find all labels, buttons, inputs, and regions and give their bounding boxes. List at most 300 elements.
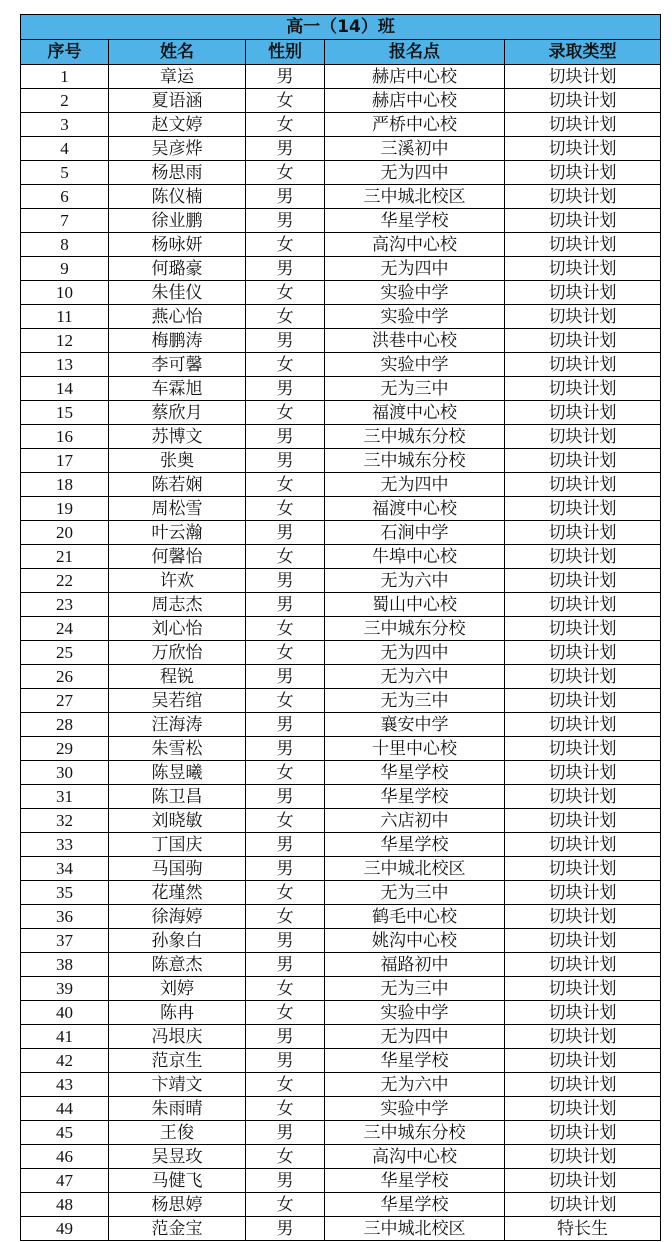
cell-admission-type: 切块计划: [505, 665, 661, 689]
cell-index: 15: [21, 401, 109, 425]
cell-gender: 女: [246, 761, 325, 785]
table-row: [21, 401, 661, 425]
table-row: [21, 809, 661, 833]
cell-index: 7: [21, 209, 109, 233]
cell-admission-type: 切块计划: [505, 593, 661, 617]
cell-admission-type: 切块计划: [505, 929, 661, 953]
cell-registration-site: 华星学校: [325, 1169, 505, 1193]
table-row: [21, 209, 661, 233]
cell-index: 40: [21, 1001, 109, 1025]
cell-registration-site: 华星学校: [325, 761, 505, 785]
cell-registration-site: 三中城北校区: [325, 857, 505, 881]
cell-gender: 女: [246, 977, 325, 1001]
cell-index: 19: [21, 497, 109, 521]
table-row: [21, 1121, 661, 1145]
cell-name: 何璐豪: [109, 257, 246, 281]
cell-name: 朱佳仪: [109, 281, 246, 305]
cell-registration-site: 华星学校: [325, 1049, 505, 1073]
cell-gender: 女: [246, 161, 325, 185]
cell-name: 周志杰: [109, 593, 246, 617]
cell-admission-type: 切块计划: [505, 833, 661, 857]
table-row: [21, 1145, 661, 1169]
cell-registration-site: 无为三中: [325, 977, 505, 1001]
table-row: [21, 593, 661, 617]
cell-registration-site: 石涧中学: [325, 521, 505, 545]
table-row: [21, 305, 661, 329]
cell-name: 陈意杰: [109, 953, 246, 977]
cell-gender: 女: [246, 1097, 325, 1121]
cell-admission-type: 切块计划: [505, 689, 661, 713]
cell-registration-site: 严桥中心校: [325, 113, 505, 137]
cell-admission-type: 切块计划: [505, 449, 661, 473]
cell-index: 3: [21, 113, 109, 137]
cell-registration-site: 三中城北校区: [325, 1217, 505, 1241]
cell-gender: 女: [246, 545, 325, 569]
table-row: [21, 1193, 661, 1217]
cell-admission-type: 切块计划: [505, 281, 661, 305]
cell-admission-type: 切块计划: [505, 137, 661, 161]
cell-index: 13: [21, 353, 109, 377]
cell-registration-site: 华星学校: [325, 1193, 505, 1217]
cell-gender: 女: [246, 281, 325, 305]
header-admission-type: 录取类型: [505, 40, 661, 65]
cell-index: 49: [21, 1217, 109, 1241]
cell-registration-site: 实验中学: [325, 1001, 505, 1025]
table-row: [21, 881, 661, 905]
table-row: [21, 1217, 661, 1241]
cell-gender: 女: [246, 1073, 325, 1097]
cell-index: 21: [21, 545, 109, 569]
cell-name: 何馨怡: [109, 545, 246, 569]
cell-admission-type: 切块计划: [505, 1121, 661, 1145]
cell-registration-site: 无为六中: [325, 665, 505, 689]
table-row: [21, 1169, 661, 1193]
cell-admission-type: 切块计划: [505, 545, 661, 569]
cell-admission-type: 切块计划: [505, 1169, 661, 1193]
cell-index: 2: [21, 89, 109, 113]
cell-admission-type: 切块计划: [505, 329, 661, 353]
cell-index: 26: [21, 665, 109, 689]
table-row: [21, 1049, 661, 1073]
cell-name: 卞靖文: [109, 1073, 246, 1097]
cell-name: 刘婷: [109, 977, 246, 1001]
cell-index: 22: [21, 569, 109, 593]
cell-index: 20: [21, 521, 109, 545]
cell-registration-site: 无为四中: [325, 473, 505, 497]
table-row: [21, 641, 661, 665]
cell-registration-site: 华星学校: [325, 209, 505, 233]
cell-index: 35: [21, 881, 109, 905]
cell-gender: 女: [246, 809, 325, 833]
cell-gender: 男: [246, 185, 325, 209]
cell-admission-type: 特长生: [505, 1217, 661, 1241]
cell-name: 陈仪楠: [109, 185, 246, 209]
cell-gender: 男: [246, 569, 325, 593]
cell-name: 朱雪松: [109, 737, 246, 761]
cell-admission-type: 切块计划: [505, 377, 661, 401]
cell-admission-type: 切块计划: [505, 737, 661, 761]
table-row: [21, 65, 661, 89]
header-index: 序号: [21, 40, 109, 65]
cell-name: 范京生: [109, 1049, 246, 1073]
cell-gender: 女: [246, 305, 325, 329]
cell-gender: 男: [246, 929, 325, 953]
cell-name: 燕心怡: [109, 305, 246, 329]
table-row: [21, 713, 661, 737]
cell-index: 38: [21, 953, 109, 977]
cell-index: 47: [21, 1169, 109, 1193]
cell-admission-type: 切块计划: [505, 641, 661, 665]
cell-index: 43: [21, 1073, 109, 1097]
cell-registration-site: 无为四中: [325, 641, 505, 665]
cell-admission-type: 切块计划: [505, 785, 661, 809]
cell-index: 42: [21, 1049, 109, 1073]
cell-index: 36: [21, 905, 109, 929]
cell-index: 44: [21, 1097, 109, 1121]
table-row: [21, 257, 661, 281]
cell-name: 徐业鹏: [109, 209, 246, 233]
cell-gender: 女: [246, 353, 325, 377]
cell-gender: 男: [246, 1049, 325, 1073]
cell-name: 杨思婷: [109, 1193, 246, 1217]
cell-admission-type: 切块计划: [505, 1049, 661, 1073]
cell-gender: 女: [246, 473, 325, 497]
cell-gender: 女: [246, 689, 325, 713]
cell-admission-type: 切块计划: [505, 809, 661, 833]
cell-index: 34: [21, 857, 109, 881]
cell-name: 汪海涛: [109, 713, 246, 737]
cell-admission-type: 切块计划: [505, 1193, 661, 1217]
cell-name: 程锐: [109, 665, 246, 689]
table-row: [21, 953, 661, 977]
cell-admission-type: 切块计划: [505, 209, 661, 233]
cell-admission-type: 切块计划: [505, 569, 661, 593]
cell-name: 蔡欣月: [109, 401, 246, 425]
cell-index: 27: [21, 689, 109, 713]
cell-index: 33: [21, 833, 109, 857]
cell-name: 冯垠庆: [109, 1025, 246, 1049]
cell-admission-type: 切块计划: [505, 353, 661, 377]
cell-admission-type: 切块计划: [505, 473, 661, 497]
cell-name: 杨咏妍: [109, 233, 246, 257]
cell-gender: 男: [246, 665, 325, 689]
cell-name: 陈冉: [109, 1001, 246, 1025]
cell-index: 48: [21, 1193, 109, 1217]
cell-registration-site: 华星学校: [325, 833, 505, 857]
table-row: [21, 425, 661, 449]
cell-index: 41: [21, 1025, 109, 1049]
cell-registration-site: 实验中学: [325, 1097, 505, 1121]
cell-admission-type: 切块计划: [505, 617, 661, 641]
header-row: [21, 40, 661, 65]
cell-registration-site: 三中城东分校: [325, 449, 505, 473]
cell-index: 9: [21, 257, 109, 281]
cell-admission-type: 切块计划: [505, 521, 661, 545]
table-row: [21, 1097, 661, 1121]
cell-index: 30: [21, 761, 109, 785]
table-row: [21, 161, 661, 185]
cell-index: 4: [21, 137, 109, 161]
table-row: [21, 497, 661, 521]
cell-name: 马国驹: [109, 857, 246, 881]
cell-name: 陈昱曦: [109, 761, 246, 785]
cell-name: 吴彦烨: [109, 137, 246, 161]
cell-gender: 男: [246, 953, 325, 977]
cell-index: 28: [21, 713, 109, 737]
cell-gender: 女: [246, 1193, 325, 1217]
cell-name: 杨思雨: [109, 161, 246, 185]
table-row: [21, 137, 661, 161]
cell-index: 24: [21, 617, 109, 641]
cell-gender: 女: [246, 497, 325, 521]
cell-registration-site: 福渡中心校: [325, 401, 505, 425]
cell-registration-site: 三中城北校区: [325, 185, 505, 209]
cell-registration-site: 华星学校: [325, 785, 505, 809]
cell-gender: 男: [246, 65, 325, 89]
cell-admission-type: 切块计划: [505, 185, 661, 209]
cell-index: 29: [21, 737, 109, 761]
cell-name: 吴若绾: [109, 689, 246, 713]
table-row: [21, 449, 661, 473]
cell-gender: 男: [246, 1025, 325, 1049]
cell-index: 16: [21, 425, 109, 449]
cell-registration-site: 无为四中: [325, 1025, 505, 1049]
cell-name: 刘晓敏: [109, 809, 246, 833]
cell-admission-type: 切块计划: [505, 425, 661, 449]
cell-name: 李可馨: [109, 353, 246, 377]
cell-gender: 女: [246, 401, 325, 425]
cell-gender: 女: [246, 641, 325, 665]
cell-registration-site: 鹤毛中心校: [325, 905, 505, 929]
table-row: [21, 281, 661, 305]
cell-registration-site: 三溪初中: [325, 137, 505, 161]
cell-gender: 男: [246, 521, 325, 545]
cell-admission-type: 切块计划: [505, 401, 661, 425]
table-row: [21, 689, 661, 713]
table-row: [21, 329, 661, 353]
cell-registration-site: 蜀山中心校: [325, 593, 505, 617]
cell-gender: 男: [246, 377, 325, 401]
cell-registration-site: 实验中学: [325, 305, 505, 329]
cell-name: 朱雨晴: [109, 1097, 246, 1121]
cell-name: 梅鹏涛: [109, 329, 246, 353]
cell-gender: 女: [246, 617, 325, 641]
cell-gender: 男: [246, 137, 325, 161]
cell-index: 8: [21, 233, 109, 257]
cell-admission-type: 切块计划: [505, 905, 661, 929]
cell-gender: 男: [246, 713, 325, 737]
cell-gender: 男: [246, 329, 325, 353]
table-row: [21, 977, 661, 1001]
cell-registration-site: 无为三中: [325, 689, 505, 713]
cell-gender: 男: [246, 1169, 325, 1193]
cell-registration-site: 实验中学: [325, 353, 505, 377]
table-row: [21, 1001, 661, 1025]
header-name: 姓名: [109, 40, 246, 65]
cell-admission-type: 切块计划: [505, 977, 661, 1001]
cell-gender: 男: [246, 425, 325, 449]
cell-index: 18: [21, 473, 109, 497]
cell-name: 陈若娴: [109, 473, 246, 497]
cell-registration-site: 十里中心校: [325, 737, 505, 761]
cell-name: 花瑾然: [109, 881, 246, 905]
class-title: 高一（14）班: [21, 15, 661, 40]
cell-index: 45: [21, 1121, 109, 1145]
table-row: [21, 569, 661, 593]
cell-registration-site: 无为三中: [325, 881, 505, 905]
cell-registration-site: 牛埠中心校: [325, 545, 505, 569]
cell-index: 39: [21, 977, 109, 1001]
cell-name: 万欣怡: [109, 641, 246, 665]
cell-index: 5: [21, 161, 109, 185]
cell-gender: 男: [246, 209, 325, 233]
cell-admission-type: 切块计划: [505, 1097, 661, 1121]
table-row: [21, 545, 661, 569]
table-body: [21, 65, 661, 1241]
cell-gender: 男: [246, 257, 325, 281]
cell-gender: 男: [246, 449, 325, 473]
cell-admission-type: 切块计划: [505, 953, 661, 977]
cell-name: 刘心怡: [109, 617, 246, 641]
cell-name: 范金宝: [109, 1217, 246, 1241]
header-gender: 性别: [246, 40, 325, 65]
table-row: [21, 233, 661, 257]
cell-registration-site: 实验中学: [325, 281, 505, 305]
cell-admission-type: 切块计划: [505, 305, 661, 329]
table-row: [21, 905, 661, 929]
cell-index: 31: [21, 785, 109, 809]
cell-gender: 男: [246, 737, 325, 761]
admission-table: [20, 14, 661, 1241]
cell-name: 徐海婷: [109, 905, 246, 929]
table-row: [21, 353, 661, 377]
cell-registration-site: 福渡中心校: [325, 497, 505, 521]
cell-index: 10: [21, 281, 109, 305]
table-row: [21, 617, 661, 641]
cell-admission-type: 切块计划: [505, 1001, 661, 1025]
cell-index: 23: [21, 593, 109, 617]
cell-name: 苏博文: [109, 425, 246, 449]
cell-registration-site: 三中城东分校: [325, 617, 505, 641]
cell-index: 32: [21, 809, 109, 833]
cell-registration-site: 赫店中心校: [325, 89, 505, 113]
cell-name: 孙象白: [109, 929, 246, 953]
table-row: [21, 737, 661, 761]
cell-admission-type: 切块计划: [505, 1025, 661, 1049]
table-row: [21, 521, 661, 545]
cell-name: 车霖旭: [109, 377, 246, 401]
table-row: [21, 929, 661, 953]
cell-admission-type: 切块计划: [505, 713, 661, 737]
cell-name: 章运: [109, 65, 246, 89]
cell-name: 赵文婷: [109, 113, 246, 137]
cell-registration-site: 六店初中: [325, 809, 505, 833]
table-row: [21, 377, 661, 401]
table-row: [21, 1073, 661, 1097]
cell-registration-site: 无为四中: [325, 161, 505, 185]
table-row: [21, 1025, 661, 1049]
cell-gender: 男: [246, 785, 325, 809]
cell-registration-site: 福路初中: [325, 953, 505, 977]
cell-gender: 女: [246, 1145, 325, 1169]
cell-name: 陈卫昌: [109, 785, 246, 809]
cell-gender: 女: [246, 113, 325, 137]
cell-gender: 男: [246, 593, 325, 617]
cell-admission-type: 切块计划: [505, 89, 661, 113]
cell-registration-site: 无为四中: [325, 257, 505, 281]
cell-name: 夏语涵: [109, 89, 246, 113]
table-row: [21, 857, 661, 881]
table-row: [21, 185, 661, 209]
cell-registration-site: 洪巷中心校: [325, 329, 505, 353]
header-registration-site: 报名点: [325, 40, 505, 65]
cell-gender: 女: [246, 905, 325, 929]
cell-index: 11: [21, 305, 109, 329]
cell-registration-site: 高沟中心校: [325, 1145, 505, 1169]
table-row: [21, 89, 661, 113]
cell-name: 马健飞: [109, 1169, 246, 1193]
cell-name: 王俊: [109, 1121, 246, 1145]
cell-index: 14: [21, 377, 109, 401]
cell-gender: 男: [246, 857, 325, 881]
cell-admission-type: 切块计划: [505, 497, 661, 521]
table-row: [21, 761, 661, 785]
table-row: [21, 473, 661, 497]
cell-registration-site: 赫店中心校: [325, 65, 505, 89]
cell-registration-site: 无为六中: [325, 1073, 505, 1097]
cell-registration-site: 三中城东分校: [325, 1121, 505, 1145]
cell-admission-type: 切块计划: [505, 161, 661, 185]
cell-name: 吴昱玫: [109, 1145, 246, 1169]
cell-registration-site: 高沟中心校: [325, 233, 505, 257]
cell-admission-type: 切块计划: [505, 113, 661, 137]
cell-index: 1: [21, 65, 109, 89]
cell-registration-site: 襄安中学: [325, 713, 505, 737]
cell-name: 许欢: [109, 569, 246, 593]
cell-gender: 女: [246, 1001, 325, 1025]
cell-index: 37: [21, 929, 109, 953]
cell-gender: 男: [246, 1217, 325, 1241]
cell-admission-type: 切块计划: [505, 857, 661, 881]
cell-index: 25: [21, 641, 109, 665]
cell-index: 46: [21, 1145, 109, 1169]
cell-index: 12: [21, 329, 109, 353]
table-row: [21, 665, 661, 689]
cell-gender: 女: [246, 881, 325, 905]
cell-name: 叶云瀚: [109, 521, 246, 545]
cell-admission-type: 切块计划: [505, 233, 661, 257]
cell-registration-site: 三中城东分校: [325, 425, 505, 449]
cell-name: 丁国庆: [109, 833, 246, 857]
cell-admission-type: 切块计划: [505, 1145, 661, 1169]
cell-gender: 女: [246, 89, 325, 113]
table-row: [21, 833, 661, 857]
cell-gender: 男: [246, 833, 325, 857]
cell-registration-site: 姚沟中心校: [325, 929, 505, 953]
cell-index: 17: [21, 449, 109, 473]
cell-registration-site: 无为三中: [325, 377, 505, 401]
cell-index: 6: [21, 185, 109, 209]
cell-name: 张奥: [109, 449, 246, 473]
cell-name: 周松雪: [109, 497, 246, 521]
cell-admission-type: 切块计划: [505, 1073, 661, 1097]
cell-admission-type: 切块计划: [505, 65, 661, 89]
cell-registration-site: 无为六中: [325, 569, 505, 593]
table-row: [21, 113, 661, 137]
cell-admission-type: 切块计划: [505, 761, 661, 785]
cell-gender: 女: [246, 233, 325, 257]
cell-admission-type: 切块计划: [505, 881, 661, 905]
